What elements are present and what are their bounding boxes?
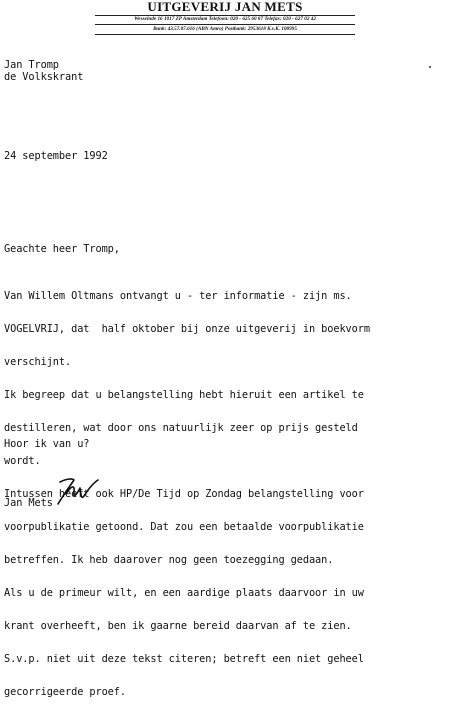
handwritten-signature: [44, 474, 104, 508]
body-line: Van Willem Oltmans ontvangt u - ter informatie - zijn ms.: [4, 290, 352, 302]
body-line: Intussen heeft ook HP/De Tijd op Zondag belangstelling voor: [4, 488, 364, 500]
body-line: wordt.: [4, 455, 41, 467]
body-line: VOGELVRIJ, dat half oktober bij onze uitgeverij in boekvorm: [4, 323, 370, 335]
company-name: UITGEVERIJ JAN METS: [147, 0, 303, 14]
sender-name: Jan Mets: [4, 497, 53, 509]
recipient-name: Jan Tromp: [4, 59, 59, 71]
closing-question: Hoor ik van u?: [4, 438, 90, 450]
body-line: S.v.p. niet uit deze tekst citeren; betreft een niet geheel: [4, 653, 364, 665]
letter-date: 24 september 1992: [4, 150, 108, 162]
body-line: krant overheeft, ben ik gaarne bereid daarvan af te zien.: [4, 620, 352, 632]
scan-speck: [429, 66, 431, 68]
body-line: gecorrigeerde proef.: [4, 686, 126, 698]
body-line: betreffen. Ik heb daarover nog geen toezegging gedaan.: [4, 554, 334, 566]
salutation: Geachte heer Tromp,: [4, 243, 120, 255]
recipient-organization: de Volkskrant: [4, 71, 84, 83]
body-line: verschijnt.: [4, 356, 72, 368]
company-address: Wesseinde 16 1017 ZP Amsterdam Telefoon: 020 - 625 60 87 Telefax: 020 - 627 02 42: [134, 16, 316, 22]
body-line: destilleren, wat door ons natuurlijk zeer op prijs gesteld: [4, 422, 358, 434]
company-bank-details: Bank: 43.57.87.616 (ABN Amro) Postbank: 2953618 K.v.K. 100995: [153, 26, 297, 32]
body-line: Ik begreep dat u belangstelling hebt hieruit een artikel te: [4, 389, 364, 401]
letterhead-rule-middle: [95, 24, 355, 25]
letterhead-rule-bottom: [95, 34, 355, 35]
body-line: voorpublikatie getoond. Dat zou een betaalde voorpublikatie: [4, 521, 364, 533]
body-line: Als u de primeur wilt, en een aardige plaats daarvoor in uw: [4, 587, 364, 599]
